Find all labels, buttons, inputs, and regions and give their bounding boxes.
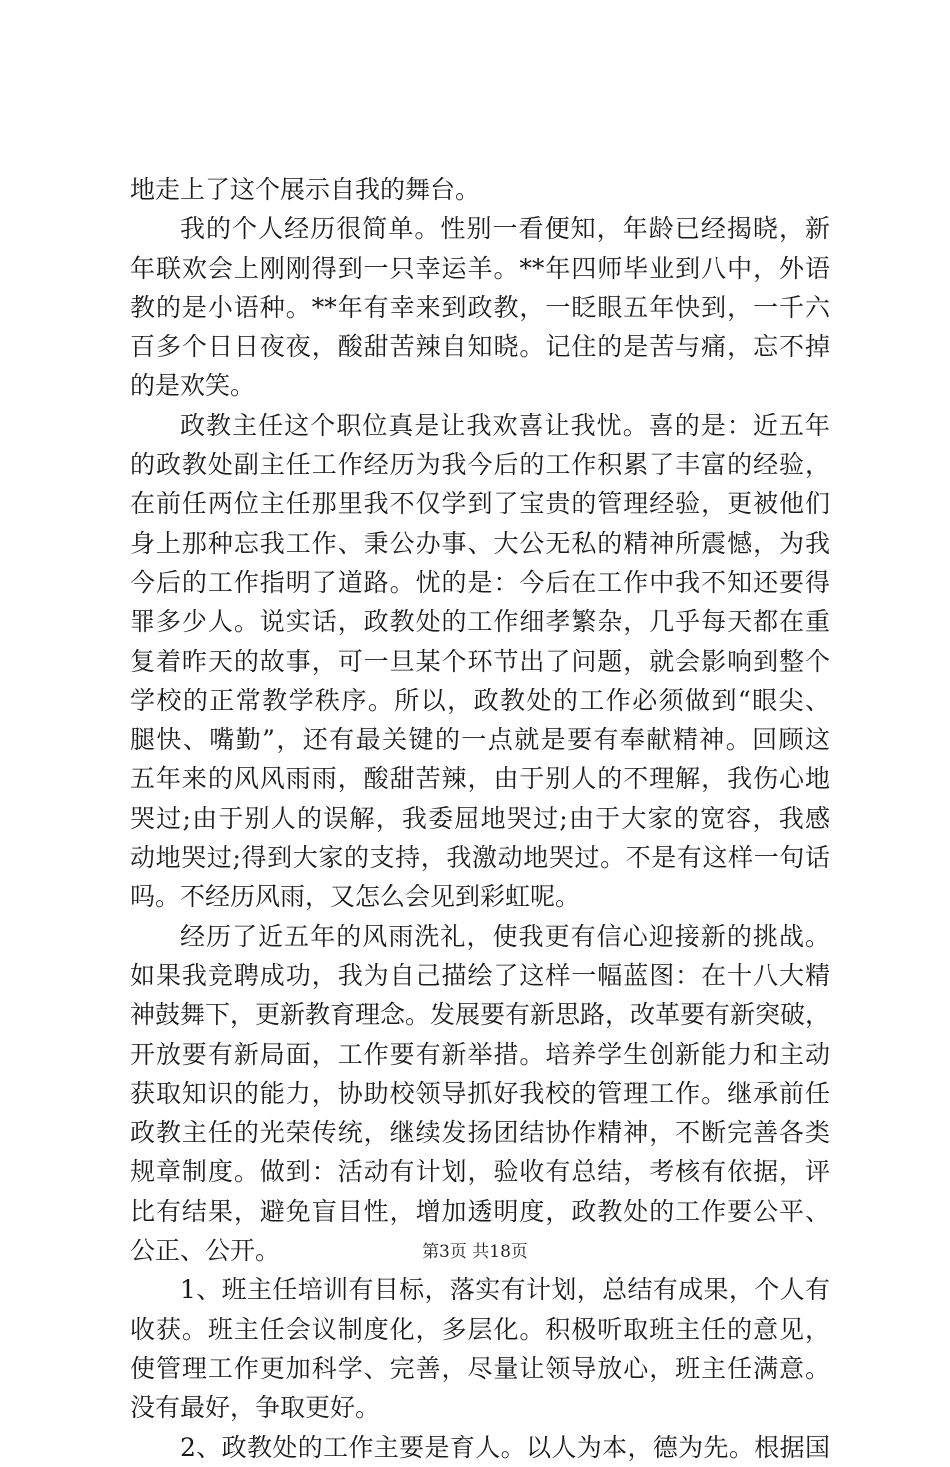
text-line: 如果我竞聘成功，我为自己描绘了这样一幅蓝图：在十八大精 <box>130 960 830 990</box>
text-line: 2、政教处的工作主要是育人。以人为本，德为先。根据国 <box>180 1432 830 1462</box>
text-line: 罪多少人。说实话，政教处的工作细孝繁杂，几乎每天都在重 <box>130 607 830 637</box>
text-line: 吗。不经历风雨，又怎么会见到彩虹呢。 <box>130 882 581 912</box>
text-line: 哭过;由于别人的误解，我委屈地哭过;由于大家的宽容，我感 <box>130 803 830 833</box>
text-line: 今后的工作指明了道路。忧的是：今后在工作中我不知还要得 <box>130 567 830 597</box>
text-line: 我的个人经历很简单。性别一看便知，年龄已经揭晓，新 <box>180 214 830 244</box>
text-line: 经历了近五年的风雨洗礼，使我更有信心迎接新的挑战。 <box>180 921 830 951</box>
text-line: 公正、公开。 <box>130 1236 281 1266</box>
text-line: 开放要有新局面，工作要有新举措。培养学生创新能力和主动 <box>130 1039 830 1069</box>
text-line: 教的是小语种。**年有幸来到政教，一眨眼五年快到，一千六 <box>130 292 830 322</box>
page-footer: 第3页 共18页 <box>422 1242 528 1262</box>
text-line: 的是欢笑。 <box>130 371 256 401</box>
text-line: 动地哭过;得到大家的支持，我激动地哭过。不是有这样一句话 <box>130 843 830 873</box>
text-line: 使管理工作更加科学、完善，尽量让领导放心，班主任满意。 <box>130 1353 830 1383</box>
text-line: 学校的正常教学秩序。所以，政教处的工作必须做到“眼尖、 <box>130 685 830 715</box>
text-line: 政教主任的光荣传统，继续发扬团结协作精神，不断完善各类 <box>130 1118 830 1148</box>
text-line: 五年来的风风雨雨，酸甜苦辣，由于别人的不理解，我伤心地 <box>130 764 830 794</box>
text-line: 百多个日日夜夜，酸甜苦辣自知晓。记住的是苦与痛，忘不掉 <box>130 332 830 362</box>
text-line: 规章制度。做到：活动有计划，验收有总结，考核有依据，评 <box>130 1157 830 1187</box>
text-line: 的政教处副主任工作经历为我今后的工作积累了丰富的经验， <box>130 450 830 480</box>
text-line: 复着昨天的故事，可一旦某个环节出了问题，就会影响到整个 <box>130 646 830 676</box>
text-line: 政教主任这个职位真是让我欢喜让我忧。喜的是：近五年 <box>180 410 830 440</box>
text-line: 神鼓舞下，更新教育理念。发展要有新思路，改革要有新突破， <box>130 1000 830 1030</box>
text-line: 没有最好，争取更好。 <box>130 1393 381 1423</box>
text-line: 地走上了这个展示自我的舞台。 <box>130 175 481 204</box>
text-line: 收获。班主任会议制度化，多层化。积极听取班主任的意见， <box>130 1314 830 1344</box>
text-line: 获取知识的能力，协助校领导抓好我校的管理工作。继承前任 <box>130 1078 830 1108</box>
text-line: 比有结果，避免盲目性，增加透明度，政教处的工作要公平、 <box>130 1196 830 1226</box>
text-line: 年联欢会上刚刚得到一只幸运羊。**年四师毕业到八中，外语 <box>130 253 830 283</box>
text-line: 1、班主任培训有目标，落实有计划，总结有成果，个人有 <box>180 1275 830 1305</box>
text-line: 身上那种忘我工作、秉公办事、大公无私的精神所震憾，为我 <box>130 528 830 558</box>
text-line: 腿快、嘴勤”，还有最关键的一点就是要有奉献精神。回顾这 <box>130 725 830 755</box>
document-body <box>130 170 830 1467</box>
text-line: 在前任两位主任那里我不仅学到了宝贵的管理经验，更被他们 <box>130 489 830 519</box>
